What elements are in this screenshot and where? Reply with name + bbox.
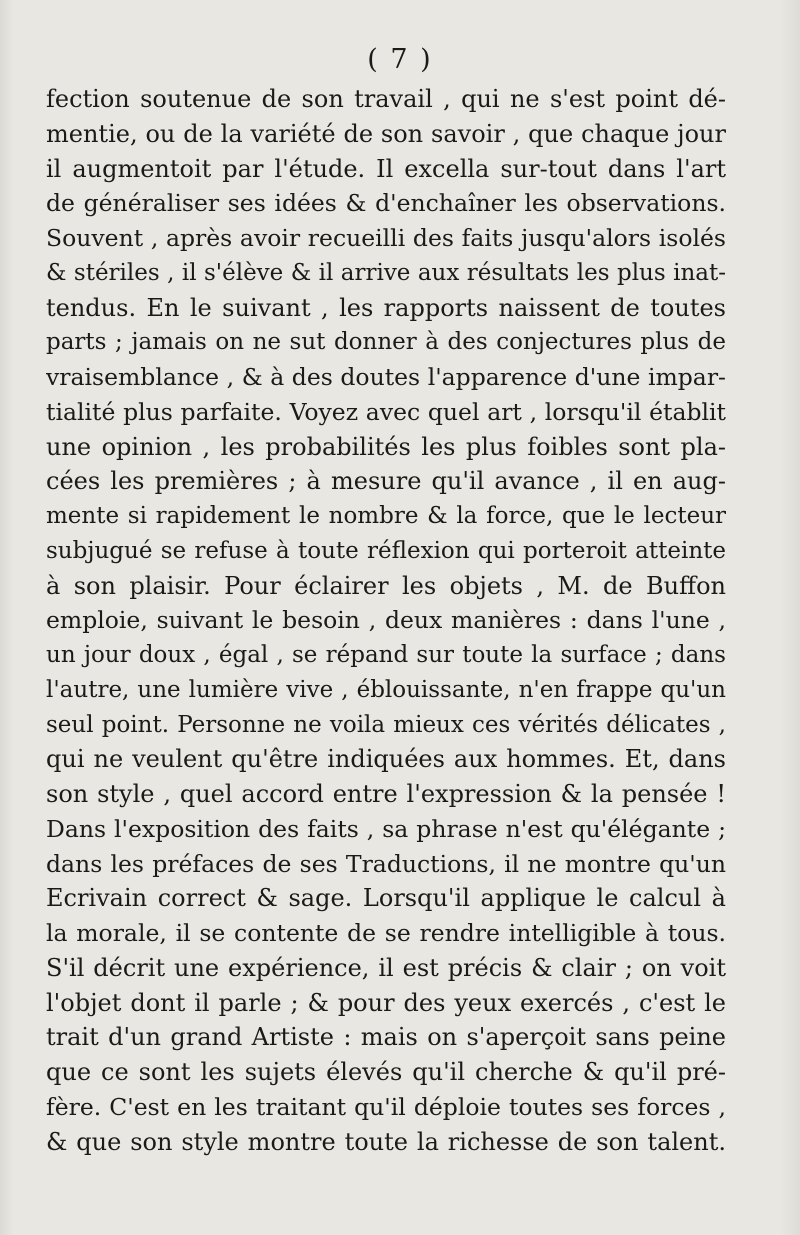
text-line: l'objet dont il parle ; & pour des yeux exercés , c'est le [46, 988, 726, 1017]
text-line: il augmentoit par l'étude. Il excella sur-tout dans l'art [46, 154, 726, 183]
text-line: mente si rapidement le nombre & la force, que le lecteur [46, 503, 726, 529]
text-line: que ce sont les sujets élevés qu'il cherche & qu'il pré- [46, 1058, 726, 1086]
text-line: un jour doux , égal , se répand sur toute la surface ; dans [46, 642, 726, 668]
text-line: seul point. Personne ne voila mieux ces vérités délicates , [46, 711, 726, 738]
text-line: cées les premières ; à mesure qu'il avance , il en aug- [46, 467, 726, 496]
text-line: à son plaisir. Pour éclairer les objets , M. de Buffon [46, 571, 726, 600]
text-line: vraisemblance , & à des doutes l'apparence d'une impar- [46, 363, 726, 391]
text-line: emploie, suivant le besoin , deux manières : dans l'une , [46, 606, 726, 635]
text-line: l'autre, une lumière vive , éblouissante, n'en frappe qu'un [46, 676, 726, 703]
text-line: S'il décrit une expérience, il est précis & clair ; on voit [46, 953, 726, 982]
text-line: tendus. En le suivant , les rapports naissent de toutes [46, 293, 726, 322]
text-line: son style , quel accord entre l'expression & la pensée ! [46, 780, 726, 808]
body-text [46, 82, 726, 1159]
text-line: la morale, il se contente de se rendre intelligible à tous. [46, 919, 726, 947]
text-line: de généraliser ses idées & d'enchaîner les observations. [46, 189, 726, 218]
page-number: ( 7 ) [367, 44, 433, 75]
text-line: une opinion , les probabilités les plus foibles sont pla- [46, 432, 726, 461]
text-line: & stériles , il s'élève & il arrive aux résultats les plus inat- [46, 259, 726, 286]
text-line: & que son style montre toute la richesse de son talent. [46, 1127, 726, 1156]
text-line: trait d'un grand Artiste : mais on s'aperçoit sans peine [46, 1023, 726, 1052]
text-line: tialité plus parfaite. Voyez avec quel art , lorsqu'il établit [46, 397, 726, 426]
text-line: dans les préfaces de ses Traductions, il ne montre qu'un [46, 849, 726, 878]
text-line: fection soutenue de son travail , qui ne s'est point dé- [46, 85, 726, 113]
text-line: mentie, ou de la variété de son savoir , que chaque jour [46, 119, 726, 148]
text-line: fère. C'est en les traitant qu'il déploie toutes ses forces , [46, 1092, 726, 1121]
text-line: Dans l'exposition des faits , sa phrase n'est qu'élégante ; [46, 814, 726, 843]
text-line: Ecrivain correct & sage. Lorsqu'il applique le calcul à [46, 884, 726, 913]
text-line: qui ne veulent qu'être indiquées aux hommes. Et, dans [46, 745, 726, 774]
text-line: parts ; jamais on ne sut donner à des conjectures plus de [46, 329, 726, 356]
text-line: subjugué se refuse à toute réflexion qui porteroit atteinte [46, 537, 726, 564]
text-line: Souvent , après avoir recueilli des faits jusqu'alors isolés [46, 224, 726, 252]
